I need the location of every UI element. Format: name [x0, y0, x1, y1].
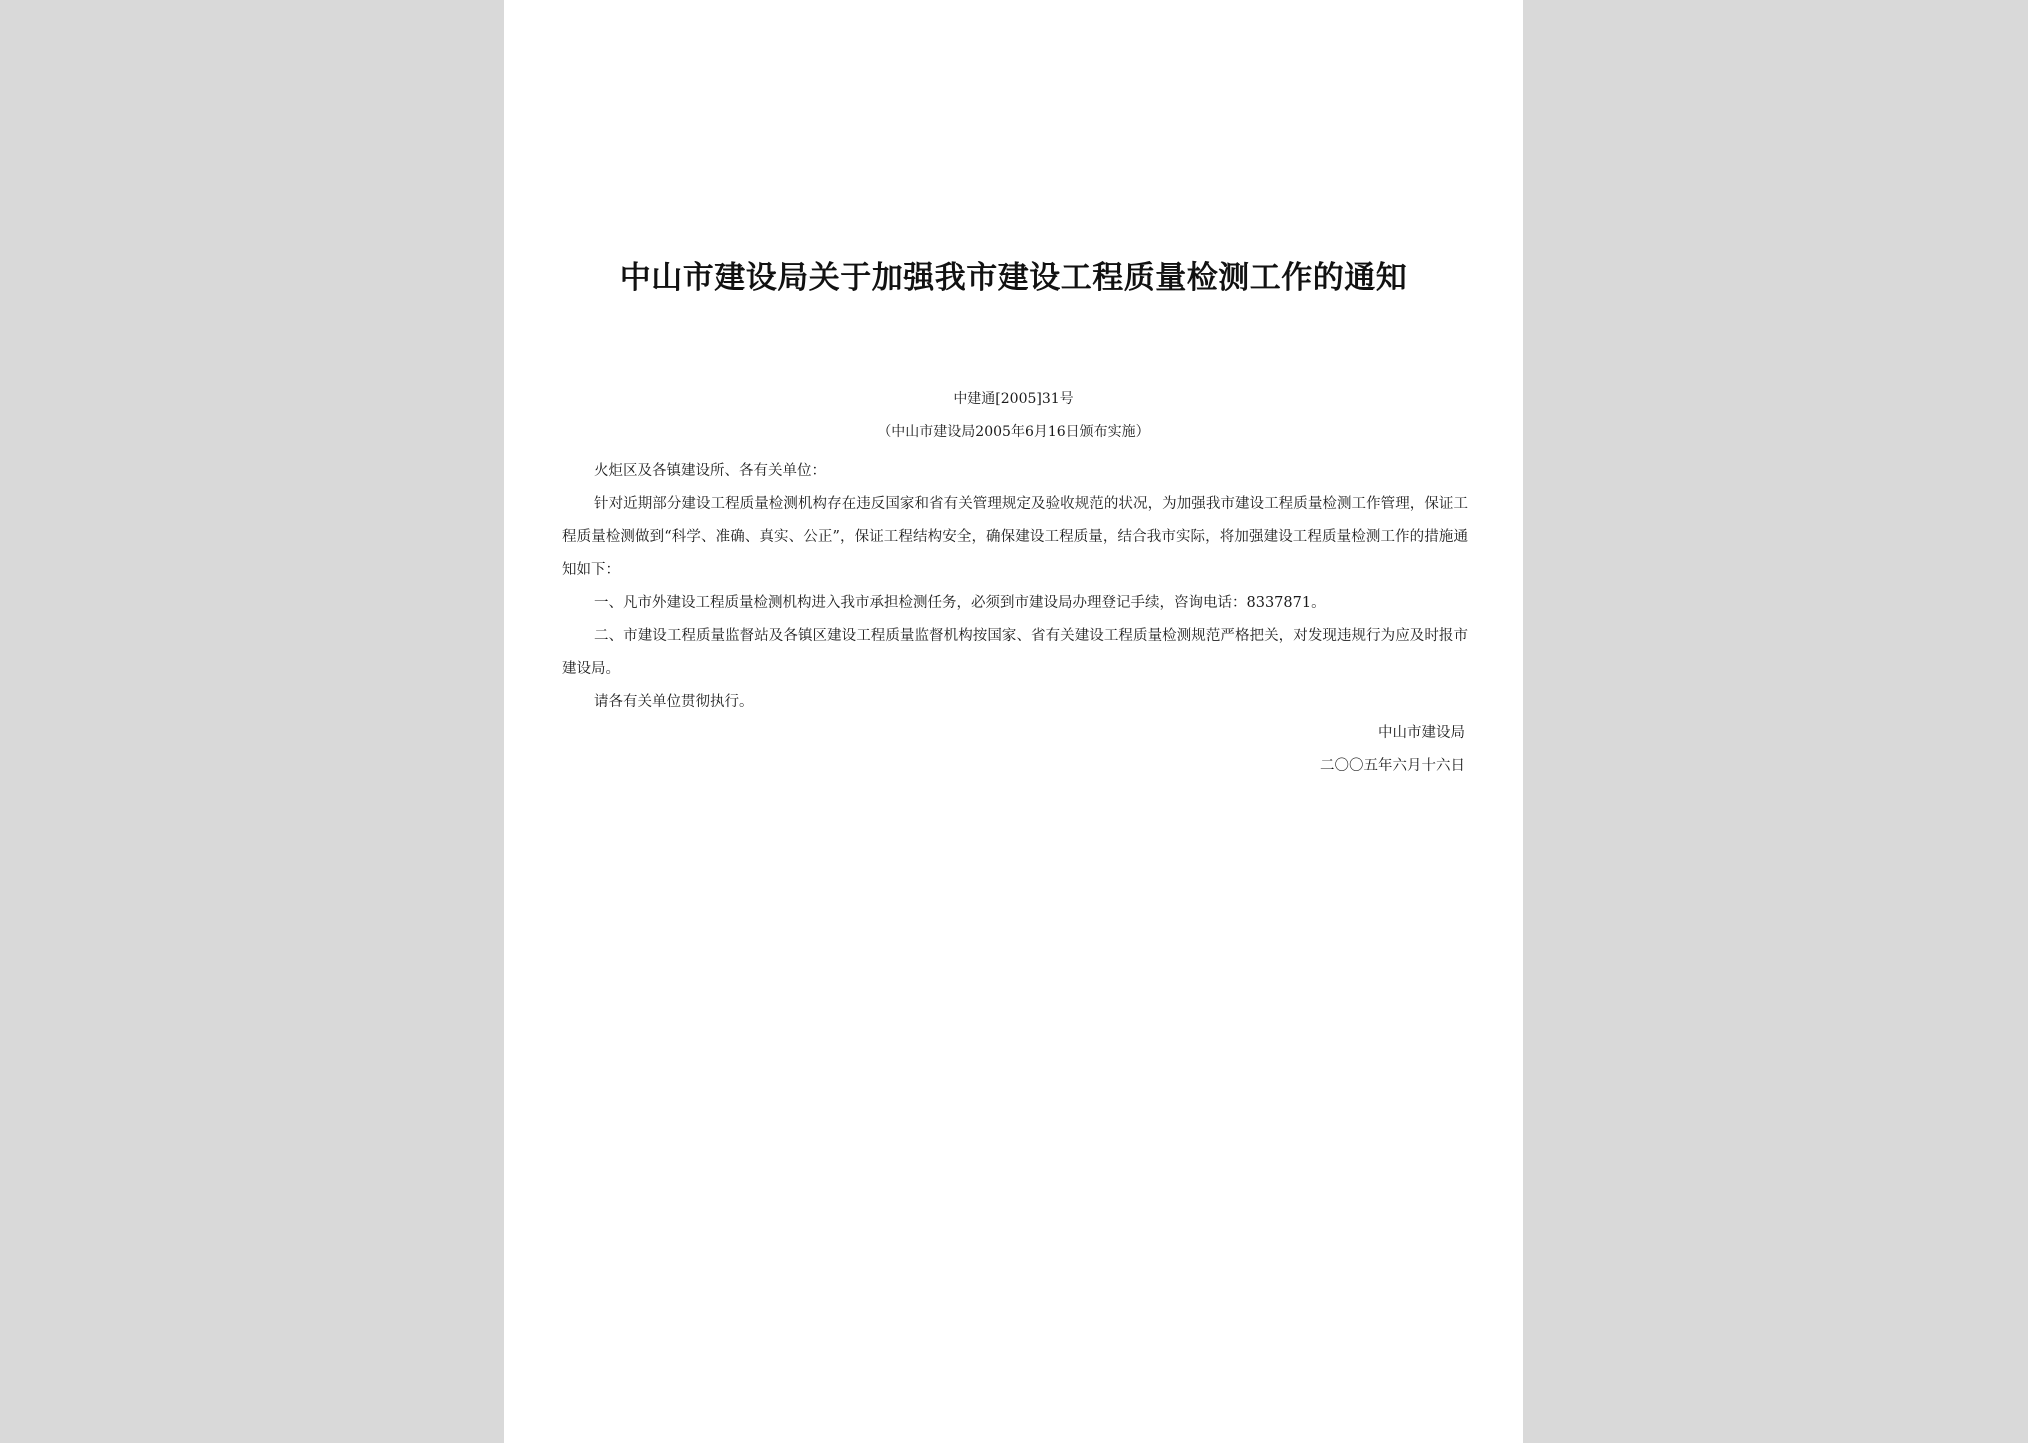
issued-note: （中山市建设局2005年6月16日颁布实施）: [877, 424, 1150, 440]
paragraph: 请各有关单位贯彻执行。: [594, 694, 754, 710]
addressee: 火炬区及各镇建设所、各有关单位：: [594, 463, 826, 479]
paragraph: 一、凡市外建设工程质量检测机构进入我市承担检测任务，必须到市建设局办理登记手续，咨询电话：8337871。: [594, 595, 1326, 611]
signature-block: [1320, 717, 1465, 783]
document-title: 中山市建设局关于加强我市建设工程质量检测工作的通知: [619, 260, 1408, 296]
document-body: [562, 455, 1468, 719]
document-page: [504, 0, 1523, 1443]
paragraph: 针对近期部分建设工程质量检测机构存在违反国家和省有关管理规定及验收规范的状况，为加强我市建设工程质量检测工作管理，保证工程质量检测做到“科学、准确、真实、公正”，保证工程结构安全，确保建设工程质量，结合我市实际，将加强建设工程质量检测工作的措施通知如下：: [562, 496, 1468, 578]
document-number: 中建通[2005]31号: [953, 391, 1074, 407]
paragraph: 二、市建设工程质量监督站及各镇区建设工程质量监督机构按国家、省有关建设工程质量检测规范严格把关，对发现违规行为应及时报市建设局。: [562, 628, 1468, 677]
signature-date: 二〇〇五年六月十六日: [1320, 758, 1465, 774]
signer: 中山市建设局: [1378, 725, 1465, 741]
